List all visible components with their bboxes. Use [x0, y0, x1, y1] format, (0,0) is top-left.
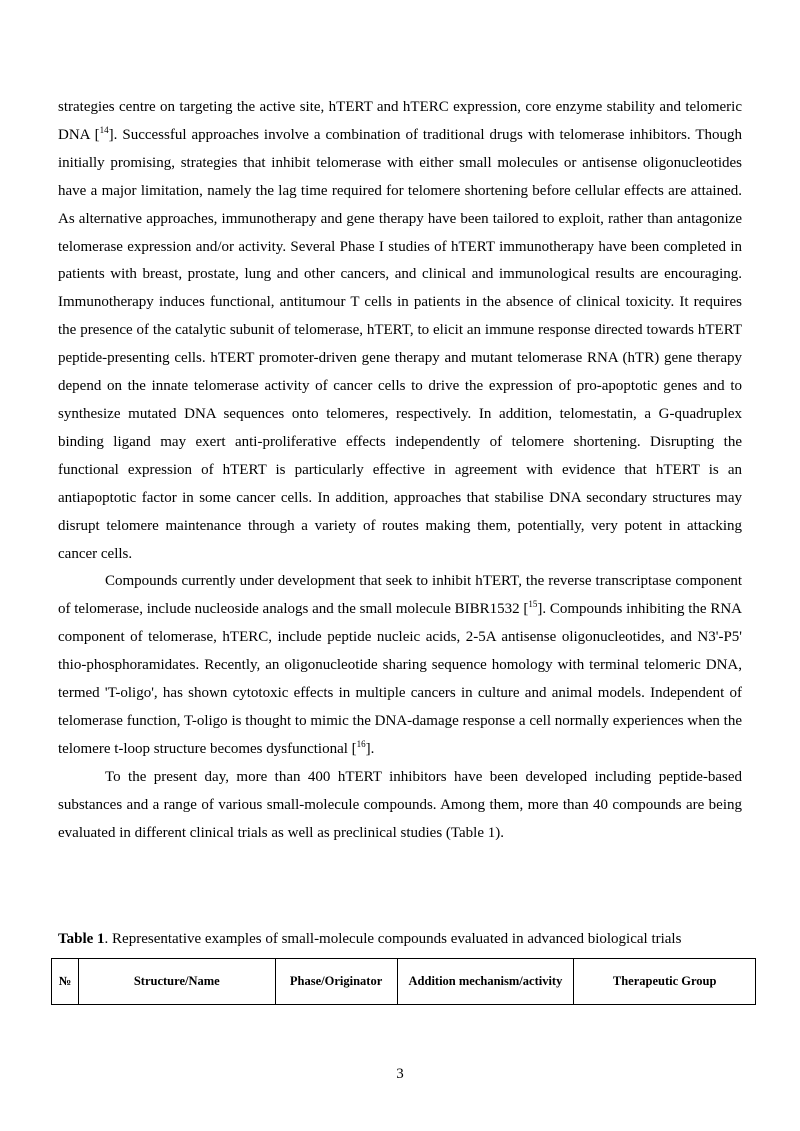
citation-16: 16	[356, 738, 366, 749]
paragraph-2-text: Compounds currently under development that seek to inhibit hTERT, the reverse transcriptase component of telomerase, include nucleoside analogs and the small molecule BIBR1532 [	[58, 573, 742, 618]
paragraph-3: To the present day, more than 400 hTERT inhibitors have been developed including peptide-based substances and a range of various small-molecule compounds. Among them, more than 40 compounds are being evaluated in different clinical trials as well as preclinical studies (Table 1).	[58, 768, 742, 841]
table-caption	[58, 929, 758, 949]
table-caption-text: . Representative examples of small-molecule compounds evaluated in advanced biological trials	[104, 931, 682, 947]
header-mechanism-activity: Addition mechanism/activity	[397, 959, 574, 1005]
paragraph-2-text-end: ].	[365, 740, 375, 757]
paragraph-2	[58, 568, 742, 763]
table-caption-label: Table 1	[58, 931, 105, 947]
citation-15: 15	[528, 599, 538, 610]
header-number: №	[52, 959, 79, 1005]
header-structure-name: Structure/Name	[78, 959, 275, 1005]
header-phase-originator: Phase/Originator	[275, 959, 397, 1005]
paragraph-1-text-cont: ]. Successful approaches involve a combination of traditional drugs with telomerase inhibitors. Though initially promising, strategies that inhibit telomerase with either small molecules or antisense oligonucleotides have a major limitation, namely the lag time required for telomere shortening before cellular effects are attained. As alternative approaches, immunotherapy and gene therapy have been tailored to exploit, rather than antagonize telomerase expression and/or activity. Several Phase I studies of hTERT immunotherapy have been completed in patients with breast, prostate, lung and other cancers, and clinical and immunological results are encouraging. Immunotherapy induces functional, antitumour T cells in patients in the absence of clinical toxicity. It requires the presence of the catalytic subunit of telomerase, hTERT, to elicit an immune response directed towards hTERT peptide-presenting cells. hTERT promoter-driven gene therapy and mutant telomerase RNA (hTR) gene therapy depend on the innate telomerase activity of cancer cells to drive the expression of pro-apoptotic genes and to synthesize mutated DNA sequences onto telomeres, respectively. In addition, telomestatin, a G-quadruplex binding ligand may exert anti-proliferative effects independently of telomere shortening. Disrupting the functional expression of hTERT is particularly effective in agreement with evidence that hTERT is an antiapoptotic factor in some cancer cells. In addition, approaches that stabilise DNA secondary structures may disrupt telomere maintenance through a variety of routes making them, potentially, very potent in attacking cancer cells.	[58, 126, 743, 562]
body-text	[58, 94, 742, 847]
paragraph-1	[58, 94, 742, 568]
table-1	[51, 958, 756, 1005]
page-number: 3	[396, 1066, 404, 1082]
citation-14: 14	[99, 124, 109, 135]
header-therapeutic-group: Therapeutic Group	[574, 959, 756, 1005]
table-header-row	[52, 959, 756, 1005]
paragraph-2-text-cont: ]. Compounds inhibiting the RNA component of telomerase, hTERC, include peptide nucleic acids, 2-5A antisense oligonucleotides, and N3'-P5' thio-phosphoramidates. Recently, an oligonucleotide sharing sequence homology with terminal telomeric DNA, termed 'T-oligo', has shown cytotoxic effects in multiple cancers in culture and animal models. Independent of telomerase function, T-oligo is thought to mimic the DNA-damage response a cell normally experiences when the telomere t-loop structure becomes dysfunctional [	[58, 601, 742, 757]
paragraph-1-text: strategies centre on targeting the active site, hTERT and hTERC expression, core enzyme stability and telomeric DNA [	[58, 99, 742, 143]
